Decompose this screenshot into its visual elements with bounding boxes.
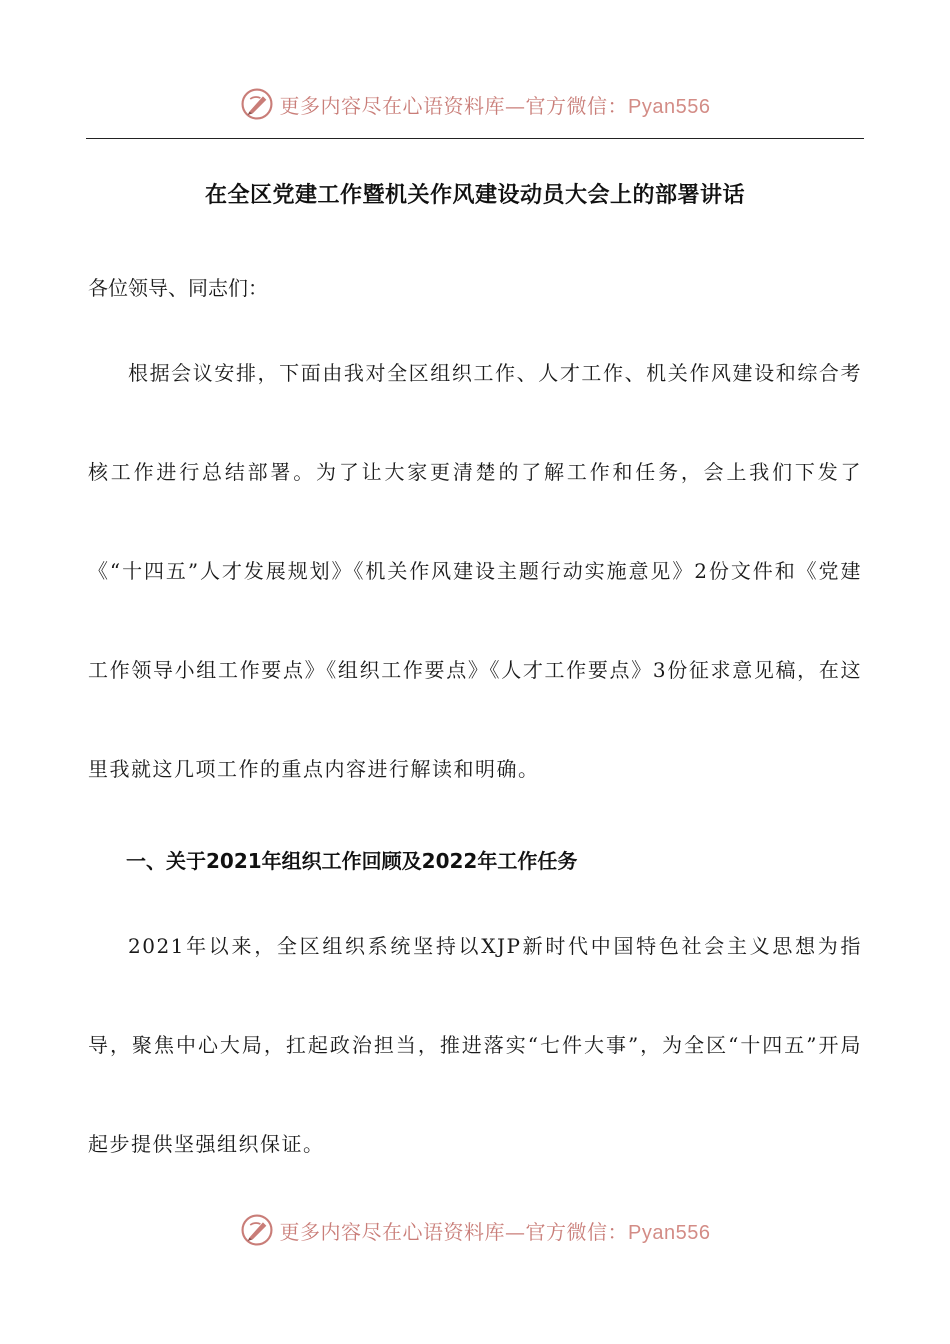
pen-logo-icon [240,1213,274,1247]
paragraph-intro: 根据会议安排，下面由我对全区组织工作、人才工作、机关作风建设和综合考核工作进行总结部署。为了让大家更清楚的了解工作和任务，会上我们下发了《“十四五”人才发展规划》《机关作风建设主题行动实施意见》2份文件和《党建工作领导小组工作要点》《组织工作要点》《人才工作要点》3份征求意见稿，在这里我就这几项工作的重点内容进行解读和明确。 [88,361,862,781]
document-title: 在全区党建工作暨机关作风建设动员大会上的部署讲话 [204,183,745,208]
header-divider [86,138,864,139]
pen-logo-icon [240,87,274,121]
header-watermark-text: 更多内容尽在心语资料库—官方微信：Pyan556 [279,93,711,118]
paragraph-section-1: 2021年以来，全区组织系统坚持以XJP新时代中国特色社会主义思想为指导，聚焦中心大局，扛起政治担当，推进落实“七件大事”，为全区“十四五”开局起步提供坚强组织保证。 [88,934,862,1156]
section-heading-1: 一、关于2021年组织工作回顾及2022年工作任务 [126,849,578,873]
footer-watermark-text: 更多内容尽在心语资料库—官方微信：Pyan556 [279,1219,711,1244]
footer-watermark [0,1210,950,1250]
header-watermark [0,84,950,124]
greeting: 各位领导、同志们： [88,276,268,300]
